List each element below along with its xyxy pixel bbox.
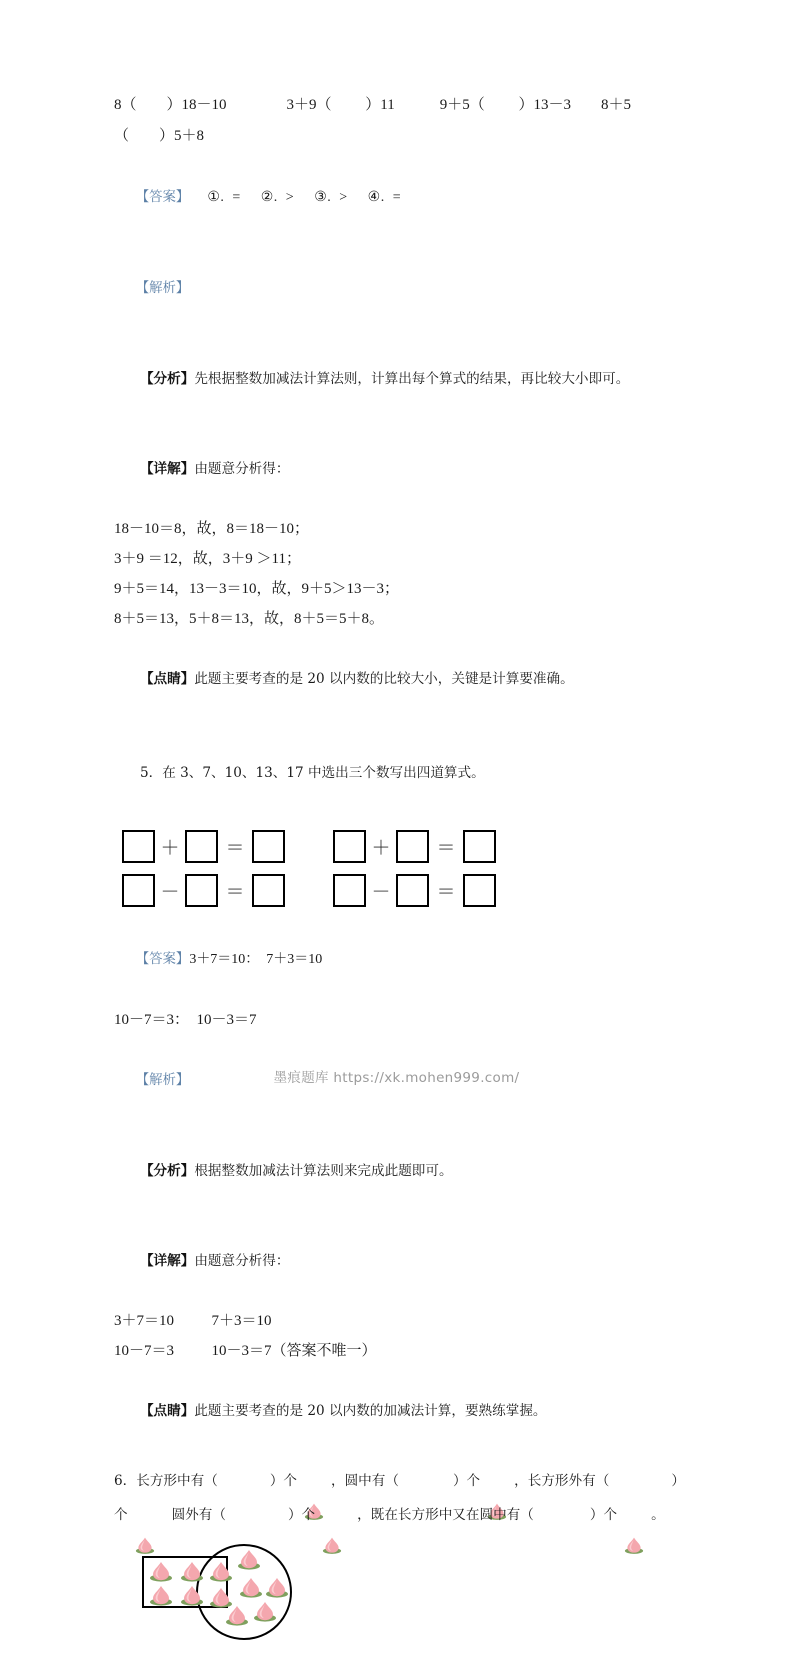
q4-step-2: 3＋9 ＝12，故，3＋9 ＞11； — [114, 551, 301, 567]
q5-answer-box[interactable] — [463, 874, 496, 907]
q5-prompt-row — [114, 728, 689, 818]
q6-line2-part4: ，既在长方形中又在圆中有（ — [357, 1507, 534, 1523]
q5-number: 5． — [139, 765, 163, 781]
q5-answer-box[interactable] — [252, 830, 285, 863]
q5-step-1: 3＋7＝10 7＋3＝10 — [114, 1313, 272, 1329]
q4-dianjing-text: 此题主要考查的是 20 以内数的比较大小，关键是计算要准确。 — [194, 671, 574, 687]
q5-operator-equals: ＝ — [436, 837, 456, 859]
q5-operator-equals: ＝ — [225, 881, 245, 903]
peach-icon — [264, 1576, 290, 1599]
q6-line2-part5: ）个 — [589, 1507, 618, 1523]
q4-step-3: 9＋5＝14，13－3＝10，故，9＋5＞13－3； — [114, 581, 400, 597]
q5-answer-row — [114, 914, 689, 1005]
q4-compare-line-1: 8（ ）18－10 3＋9（ ）11 9＋5（ ）13－3 8＋5 — [114, 97, 631, 113]
q5-operator-plus: ＋ — [160, 837, 180, 859]
q5-xiangjie-text: 由题意分析得： — [194, 1253, 290, 1269]
q5-answer-line-2: 10－7＝3： 10－3＝7 — [114, 1012, 257, 1028]
q5-box-grid — [122, 824, 689, 912]
q5-xiangjie-row — [114, 1216, 689, 1306]
q6-line-2 — [114, 1496, 689, 1530]
q5-operator-minus: － — [160, 881, 180, 903]
peach-icon — [486, 1470, 508, 1489]
q5-box-row-1 — [122, 824, 689, 868]
q5-operator-equals: ＝ — [436, 881, 456, 903]
q6-line2-part1: 个 — [114, 1507, 128, 1523]
q4-analysis-tag: 【解析】 — [135, 281, 190, 296]
q5-analysis-tag: 【解析】 — [135, 1073, 190, 1088]
footer-watermark: 墨痕题库 https://xk.mohen999.com/ — [273, 1070, 520, 1086]
q4-xiangjie-tag: 【详解】 — [139, 461, 195, 477]
q5-answer-box[interactable] — [122, 874, 155, 907]
q6-line1-part5: ，长方形外有（ — [514, 1473, 610, 1489]
q6-line2-part2: 圆外有（ — [171, 1507, 226, 1523]
q5-answer-box[interactable] — [396, 830, 429, 863]
peach-icon — [238, 1576, 264, 1599]
q4-xiangjie-row — [114, 424, 689, 514]
peach-icon — [134, 1504, 156, 1523]
peach-icon — [303, 1470, 325, 1489]
peach-icon — [179, 1584, 205, 1607]
q5-answer-box[interactable] — [333, 830, 366, 863]
q5-answer-box[interactable] — [185, 874, 218, 907]
peach-icon — [208, 1560, 234, 1583]
q4-dianjing-tag: 【点睛】 — [139, 671, 195, 687]
peach-icon — [623, 1504, 645, 1523]
q4-fenxi-tag: 【分析】 — [139, 371, 195, 387]
q5-dianjing-tag: 【点睛】 — [139, 1403, 195, 1419]
q4-step-4: 8＋5＝13，5＋8＝13，故，8＋5＝5＋8。 — [114, 611, 385, 627]
q5-answer-box[interactable] — [252, 874, 285, 907]
q5-box-row-2 — [122, 868, 689, 912]
q4-fenxi-text: 先根据整数加减法计算法则，计算出每个算式的结果，再比较大小即可。 — [194, 371, 630, 387]
q5-operator-plus: ＋ — [371, 837, 391, 859]
q6-line1-part2: ）个 — [269, 1473, 297, 1489]
q5-answer-box[interactable] — [463, 830, 496, 863]
q6-line1-part6: ） — [671, 1473, 685, 1489]
q4-dianjing-row — [114, 634, 689, 724]
peach-icon — [236, 1548, 262, 1571]
q6-number: 6． — [114, 1473, 137, 1489]
q5-operator-minus: － — [371, 881, 391, 903]
q5-step-2: 10－7＝3 10－3＝7（答案不唯一） — [114, 1343, 377, 1359]
peach-icon — [179, 1560, 205, 1583]
q4-compare-line-2: （ ）5＋8 — [114, 128, 205, 144]
peach-icon — [224, 1604, 250, 1627]
q6-line2-part3: ）个 — [287, 1507, 316, 1523]
q5-dianjing-text: 此题主要考查的是 20 以内数的加减法计算，要熟练掌握。 — [194, 1403, 547, 1419]
q6-line1-part1: 长方形中有（ — [136, 1473, 218, 1489]
peach-icon — [321, 1504, 343, 1523]
q6-line2-part6: 。 — [651, 1507, 665, 1523]
peach-icon — [148, 1584, 174, 1607]
q5-fenxi-row — [114, 1126, 689, 1216]
q4-answer-row — [114, 152, 689, 243]
q5-answer-line-1: 3＋7＝10： 7＋3＝10 — [189, 952, 323, 967]
page-content — [114, 90, 689, 1657]
q6-venn-diagram — [124, 1542, 324, 1657]
q6-line1-part4: ）个 — [452, 1473, 481, 1489]
q4-fenxi-row — [114, 334, 689, 424]
q5-fenxi-text: 根据整数加减法计算法则来完成此题即可。 — [194, 1163, 453, 1179]
q4-answer-tag: 【答案】 — [135, 190, 190, 205]
q4-analysis-row — [114, 243, 689, 334]
q6-line1-part3: ，圆中有（ — [331, 1473, 399, 1489]
q5-dianjing-row — [114, 1366, 689, 1456]
q5-answer-tag: 【答案】 — [135, 952, 190, 967]
q5-fenxi-tag: 【分析】 — [139, 1163, 195, 1179]
peach-icon — [148, 1560, 174, 1583]
q5-prompt-text: 在 3、7、10、13、17 中选出三个数写出四道算式。 — [162, 765, 485, 781]
q5-answer-box[interactable] — [333, 874, 366, 907]
q5-answer-box[interactable] — [122, 830, 155, 863]
q6-line-1 — [114, 1462, 689, 1496]
q5-operator-equals: ＝ — [225, 837, 245, 859]
q5-answer-box[interactable] — [396, 874, 429, 907]
peach-icon — [252, 1600, 278, 1623]
q5-answer-box[interactable] — [185, 830, 218, 863]
q4-xiangjie-text: 由题意分析得： — [194, 461, 290, 477]
q5-xiangjie-tag: 【详解】 — [139, 1253, 195, 1269]
q4-step-1: 18－10＝8，故，8＝18－10； — [114, 521, 310, 537]
q4-answer-items: ①. = ②. > ③. > ④. = — [207, 190, 402, 205]
